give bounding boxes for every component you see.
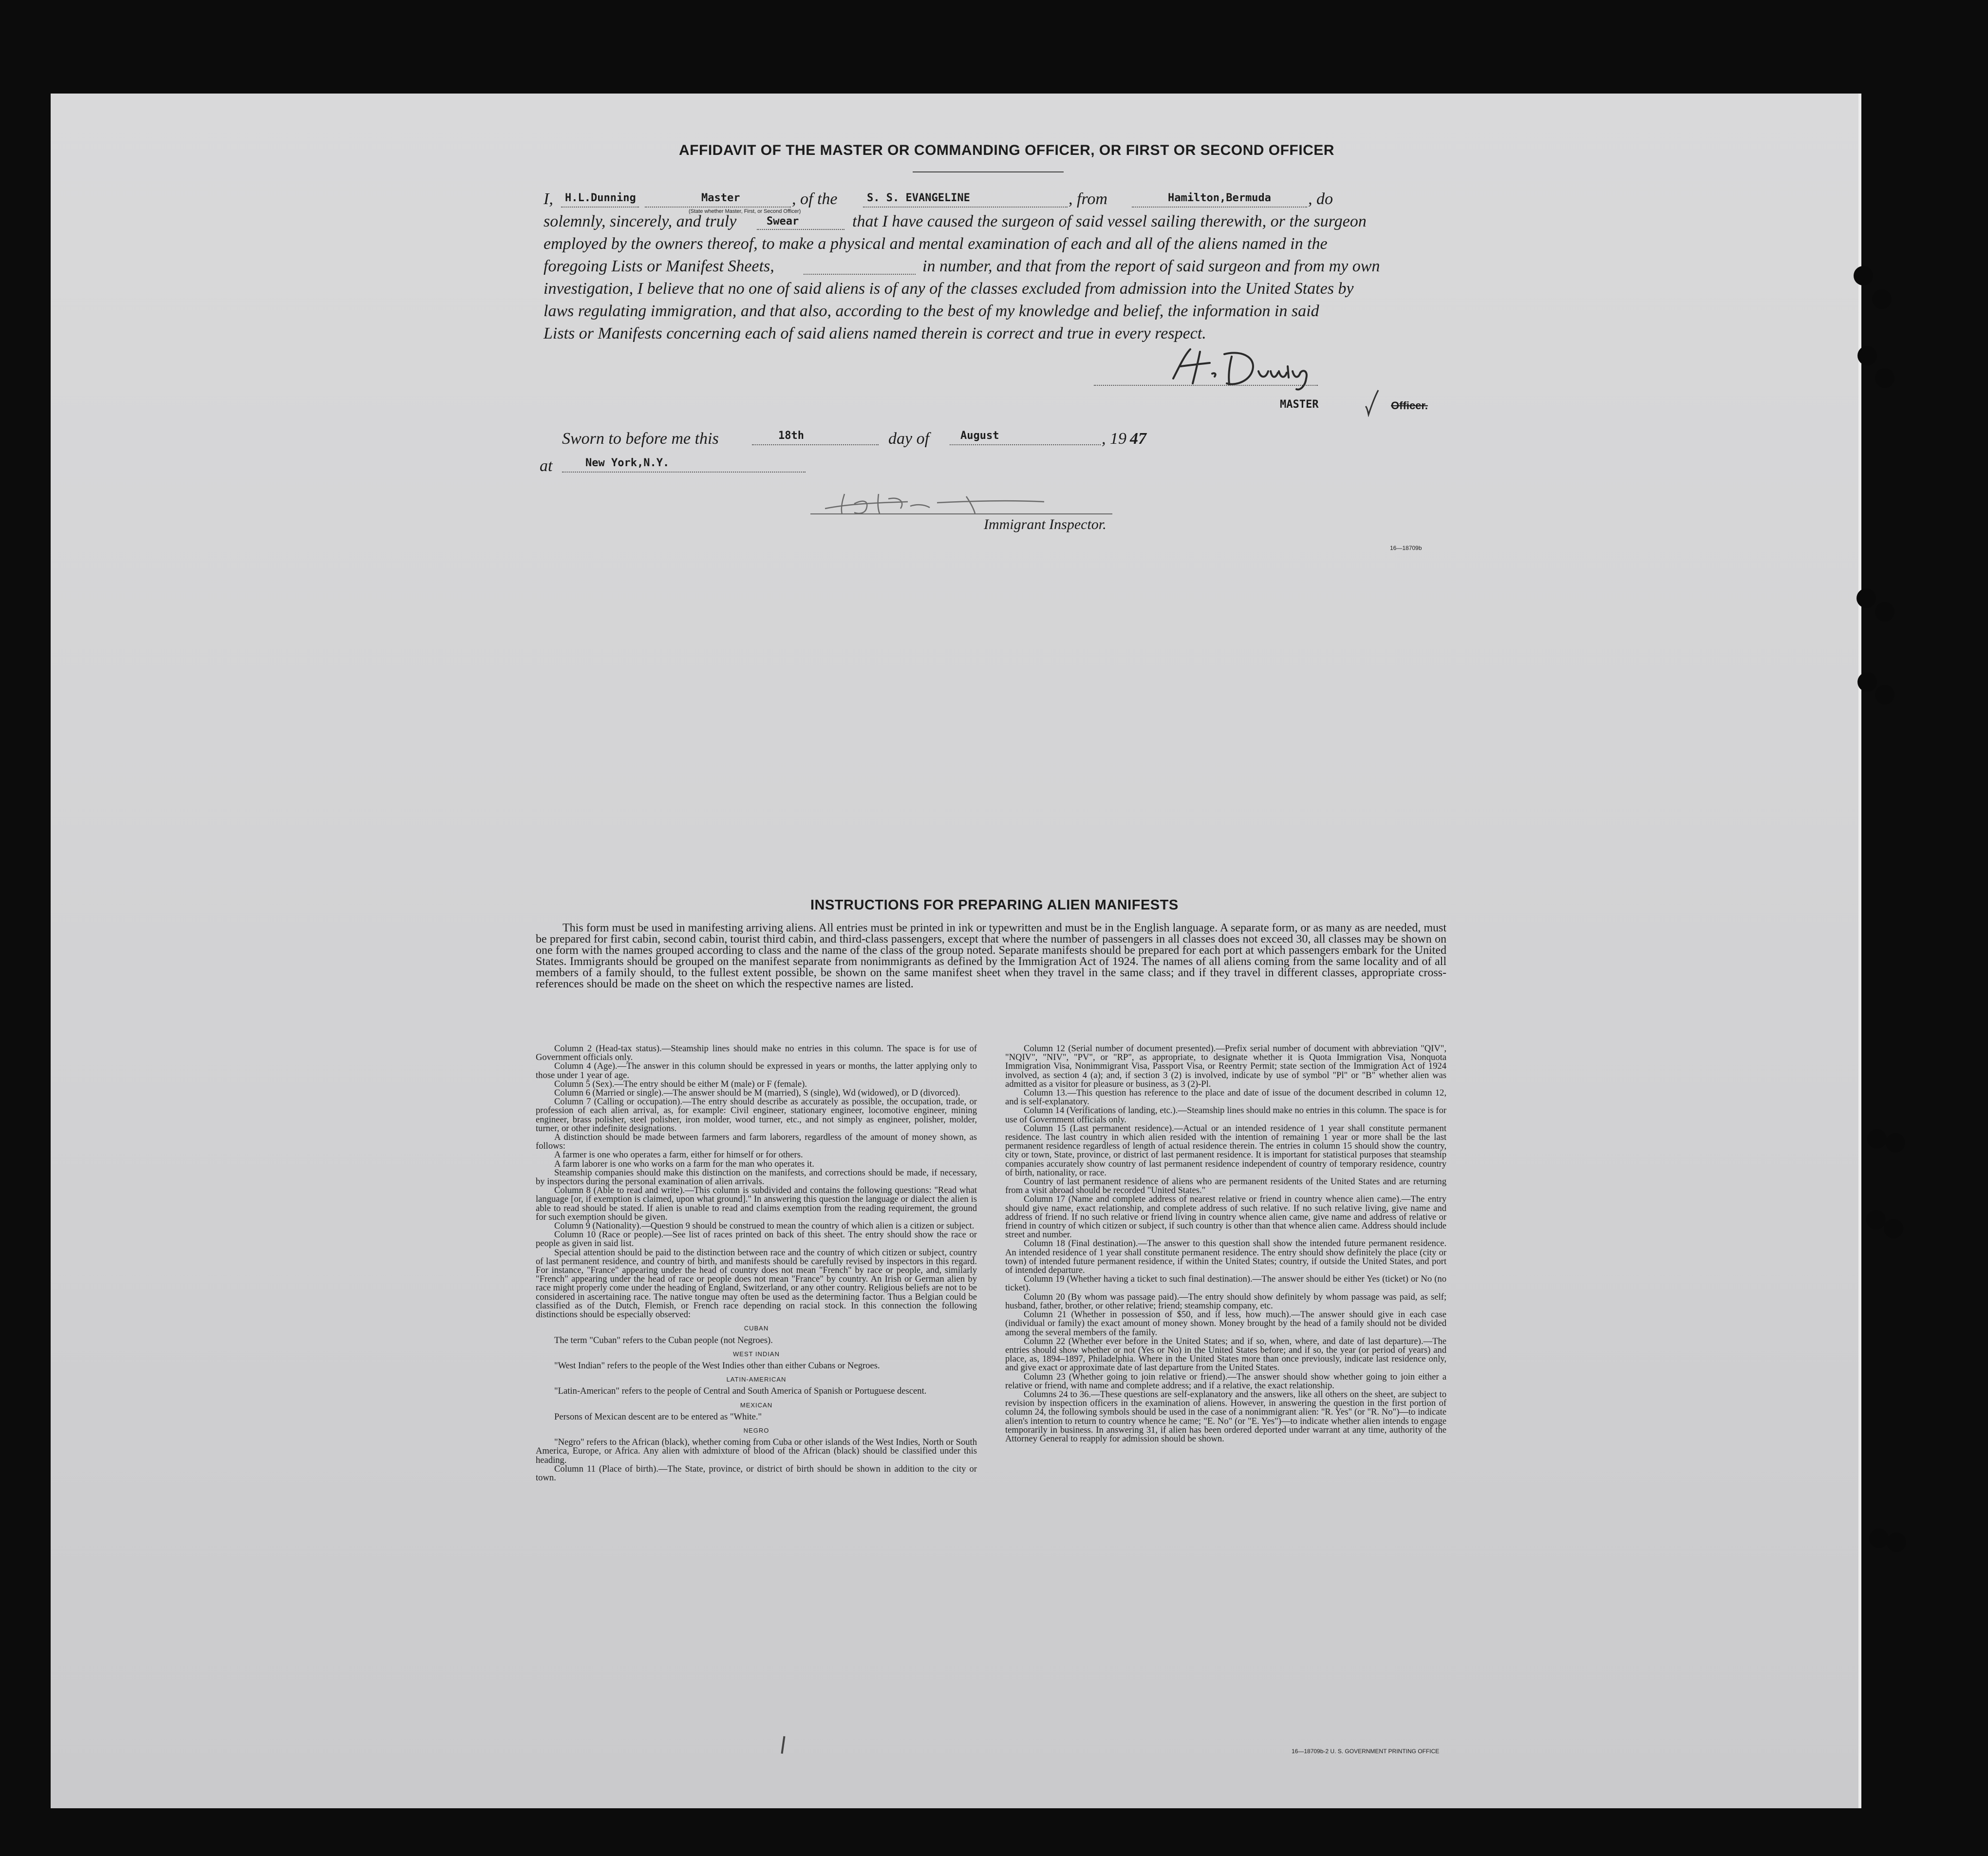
right-paragraph: Column 19 (Whether having a ticket to such final destination).—The answer should be either Yes (ticket) or No (no ticket). bbox=[1005, 1274, 1446, 1293]
line5-text: investigation, I believe that no one of said aliens is of any of the classes excluded from admission into the United States by bbox=[544, 280, 1354, 298]
line7-text: Lists or Manifests concerning each of said aliens named therein is correct and true in every respect. bbox=[544, 324, 1206, 342]
right-paragraph: Column 15 (Last permanent residence).—Actual or an intended residence of 1 year shall constitute permanent residence. The last country in which alien resided with the intention of remaining 1 year or more shall be the last permanent residence regardless of length of actual residence therein. The entries in column 15 should show the country, city or town, State, province, or district of last permanent residence. It is important for statistical purposes that steamship companies accurately show country of last permanent residence independent of country of temporary residence, country of birth, nationality, or race. bbox=[1005, 1123, 1446, 1178]
left-paragraph: Column 6 (Married or single).—The answer should be M (married), S (single), Wd (widowed), or D (divorced). bbox=[554, 1088, 960, 1098]
rank-caption: (State whether Master, First, or Second Officer) bbox=[689, 208, 801, 214]
from-text: , from bbox=[1069, 190, 1107, 208]
line4b-text: in number, and that from the report of said surgeon and from my own bbox=[922, 257, 1380, 275]
master-name: H.L.Dunning bbox=[565, 192, 636, 204]
line2-text: that I have caused the surgeon of said vessel sailing therewith, or the surgeon bbox=[852, 212, 1367, 230]
line6-text: laws regulating immigration, and that also, according to the best of my knowledge and belief, the information in said bbox=[544, 302, 1319, 320]
signature-rank: MASTER bbox=[1280, 398, 1319, 411]
sworn-prefix: Sworn to before me this bbox=[562, 430, 719, 448]
punch-hole bbox=[1867, 1129, 1887, 1149]
port-line bbox=[1132, 207, 1307, 208]
right-paragraph: Column 12 (Serial number of document presented).—Prefix serial number of document with abbreviation "QIV", "NQIV", "NIV", "PV", or "RP", as appropriate, to designate whether it is Quota Immigration Visa, Nonquota Immigration Visa, Nonimmigrant Visa, Passport Visa, or Reentry Permit; state section of the Immigration Act of 1924 involved, as section 4 (a); and, if section 3 (2) is involved, indicate by use of symbol "Pl" or "B" whether alien was admitted as a visitor for pleasure or business, as 3 (2)-Pl. bbox=[1005, 1043, 1446, 1089]
right-paragraph: Column 13.—This question has reference to the place and date of issue of the document described in column 12, and is self-explanatory. bbox=[1005, 1088, 1446, 1107]
stray-mark bbox=[781, 1736, 786, 1754]
year-prefix: , 19 bbox=[1102, 430, 1126, 448]
punch-hole bbox=[1875, 685, 1894, 704]
left-paragraph: Column 9 (Nationality).—Question 9 should be construed to mean the country of which alien is a citizen or subject. bbox=[554, 1221, 975, 1231]
form-number: 16—18709b bbox=[1390, 545, 1422, 551]
affidavit-title: AFFIDAVIT OF THE MASTER OR COMMANDING OFFICER, OR FIRST OR SECOND OFFICER bbox=[679, 142, 1334, 158]
manifest-back-page bbox=[51, 94, 1861, 1808]
left-paragraph: A distinction should be made between farmers and farm laborers, regardless of the amount of money shown, as follows: bbox=[536, 1132, 977, 1152]
title-rule bbox=[913, 171, 1064, 172]
punch-hole bbox=[1869, 1529, 1889, 1548]
instructions-title: INSTRUCTIONS FOR PREPARING ALIEN MANIFESTS bbox=[810, 897, 1179, 913]
number-line bbox=[804, 274, 916, 275]
solemnly-text: solemnly, sincerely, and truly bbox=[544, 212, 737, 230]
punch-hole bbox=[1875, 602, 1894, 622]
right-paragraph: Columns 24 to 36.—These questions are self-explanatory and the answers, like all others on the sheet, are subject to revision by inspection officers in the examination of aliens. However, in answering the question in the first portion of column 24, the following symbols should be used in the case of a nonimmigrant alien: "R. Yes" (or "R. No")—to indicate alien's intention to return to country whence he came; "E. No" (or "E. Yes")—to indicate whether alien intends to engage temporarily in business. In answering 31, if alien has been ordered deported under warrant at any time, authority of the Attorney General to reapply for admission should be shown. bbox=[1005, 1389, 1446, 1444]
vessel-line bbox=[863, 207, 1068, 208]
punch-hole bbox=[1886, 1133, 1905, 1153]
right-paragraph: Country of last permanent residence of aliens who are permanent residents of the United States and are returning from a visit abroad should be recorded "United States." bbox=[1005, 1176, 1446, 1196]
rank-line bbox=[645, 207, 791, 208]
right-paragraph: Column 21 (Whether in possession of $50, and if less, how much).—The answer should give in each case (individual or family) the exact amount of money shown. Money brought by the head of a family should not be divided among the several members of the family. bbox=[1005, 1309, 1446, 1338]
right-paragraph: Column 20 (By whom was passage paid).—The entry should show definitely by whom passage was paid, as self; husband, father, brother, or other relative; friend; steamship company, etc. bbox=[1005, 1291, 1446, 1311]
check-mark bbox=[1364, 388, 1383, 417]
vessel-name: S. S. EVANGELINE bbox=[867, 192, 970, 204]
do-text: , do bbox=[1308, 190, 1333, 208]
at-text: at bbox=[540, 457, 553, 475]
punch-hole bbox=[1884, 1219, 1903, 1238]
race-heading: LATIN-AMERICAN bbox=[726, 1376, 787, 1383]
inspector-line bbox=[810, 513, 1112, 514]
right-paragraph: Column 22 (Whether ever before in the United States; and if so, when, where, and date of last departure).—The entries should show whether or not (Yes or No) in the United States before; and if so, the year (or period of years) and place, as, 1894–1897, Philadelphia. Where in the United States more than once previously, indicate last residence only, and give exact or approximate date of last departure from the United States. bbox=[1005, 1336, 1446, 1373]
instructions-left-column bbox=[536, 1044, 977, 1482]
race-heading: MEXICAN bbox=[740, 1401, 773, 1409]
signature-officer: Officer. bbox=[1391, 399, 1428, 412]
month-line bbox=[950, 444, 1101, 445]
left-paragraph: A farmer is one who operates a farm, either for himself or for others. bbox=[554, 1150, 803, 1160]
name-line bbox=[561, 207, 639, 208]
left-paragraph: Column 4 (Age).—The answer in this column should be expressed in years or months, the latter applying only to those under 1 year of age. bbox=[536, 1061, 977, 1080]
race-heading: CUBAN bbox=[744, 1325, 769, 1332]
right-paragraph: Column 17 (Name and complete address of nearest relative or friend in country whence alien came).—The entry should give name, exact relationship, and complete address of such relative. If no such relative living, give name and address of friend. If no such relative or friend living in country whence alien came, give name and address of relative or friend in country of which citizen or subject, if such country is other than that whence alien came. Address should include street and number. bbox=[1005, 1194, 1446, 1240]
punch-hole bbox=[1857, 672, 1877, 692]
right-paragraph: Column 14 (Verifications of landing, etc.).—Steamship lines should make no entries in this column. The space is for use of Government officials only. bbox=[1005, 1105, 1446, 1125]
punch-hole bbox=[1857, 588, 1876, 608]
race-text: "Negro" refers to the African (black), whether coming from Cuba or other islands of the West Indies, North or South America, Europe, or Africa. Any alien with admixture of blood of the African (black) should be classified under this heading. bbox=[536, 1437, 977, 1465]
race-heading: NEGRO bbox=[743, 1426, 769, 1434]
race-text: The term "Cuban" refers to the Cuban people (not Negroes). bbox=[554, 1335, 773, 1345]
master-signature bbox=[1166, 344, 1327, 393]
punch-hole bbox=[1866, 1210, 1886, 1230]
oath-line bbox=[757, 229, 844, 230]
day-line bbox=[752, 444, 879, 445]
left-paragraph: Column 7 (Calling or occupation).—The entry should describe as accurately as possible, the occupation, trade, or profession of each alien arrival, as, for example: Civil engineer, stationary engineer, locomotive engineer, mining engineer, brass polisher, steel polisher, iron molder, wood turner, etc., and not simply as engineer, polisher, molder, turner, or other indefinite designations. bbox=[536, 1097, 977, 1134]
left-paragraph: Column 10 (Race or people).—See list of races printed on back of this sheet. The entry should show the race or people as given in said list. bbox=[536, 1230, 977, 1249]
instructions-right-column bbox=[1005, 1044, 1446, 1443]
left-paragraph: Steamship companies should make this distinction on the manifests, and corrections should be made, if necessary, by inspectors during the personal examination of alien arrivals. bbox=[536, 1167, 977, 1187]
race-heading: WEST INDIAN bbox=[733, 1350, 780, 1358]
affidavit-i: I, bbox=[544, 190, 553, 208]
of-the-text: , of the bbox=[792, 190, 838, 208]
left-paragraph: Column 2 (Head-tax status).—Steamship lines should make no entries in this column. The space is for use of Government officials only. bbox=[536, 1043, 977, 1063]
sworn-place: New York,N.Y. bbox=[585, 457, 670, 469]
line3-text: employed by the owners thereof, to make a physical and mental examination of each and all of the aliens named in the bbox=[544, 235, 1328, 253]
punch-hole bbox=[1872, 289, 1892, 309]
left-paragraph: Column 8 (Able to read and write).—This column is subdivided and contains the following questions: "Read what language [or, if exemption is claimed, upon what ground]." In answering this question the language or dialect the alien is able to read should be stated. If alien is unable to read and claims exemption from the reading requirement, the ground for such exemption should be given. bbox=[536, 1185, 977, 1222]
year-suffix: 47 bbox=[1130, 430, 1146, 448]
master-rank: Master bbox=[701, 192, 740, 204]
left-paragraph: Special attention should be paid to the distinction between race and the country of which citizen or subject, country of last permanent residence, and country of birth, and manifests should be carefully revised by inspectors in this regard. For instance, "France" appearing under the head of country does not mean "French" by race or people, and, similarly "French" appearing under the head of race or people does not mean "France" by country. An Irish or German alien by race might properly come under the heading of England, Switzerland, or any other country. Religious beliefs are not to be considered in ascertaining race. The native tongue may often be used as the determining factor. Thus a Belgian could be classified as of the Dutch, Flemish, or French race depending on racial stock. In this connection the following distinctions should be especially observed: bbox=[536, 1247, 977, 1320]
punch-hole bbox=[1887, 1533, 1906, 1552]
punch-hole bbox=[1857, 346, 1877, 365]
race-text: "Latin-American" refers to the people of Central and South America of Spanish or Portuguese descent. bbox=[554, 1386, 927, 1397]
left-paragraph: Column 5 (Sex).—The entry should be either M (male) or F (female). bbox=[554, 1079, 807, 1089]
sworn-month: August bbox=[960, 430, 999, 442]
printing-footer: 16—18709b-2 U. S. GOVERNMENT PRINTING OFFICE bbox=[1292, 1748, 1440, 1755]
race-text: Persons of Mexican descent are to be entered as "White." bbox=[554, 1411, 762, 1422]
place-line bbox=[562, 472, 806, 473]
departure-port: Hamilton,Bermuda bbox=[1168, 192, 1271, 204]
right-paragraph: Column 18 (Final destination).—The answer to this question shall show the intended future permanent residence. An intended residence of 1 year shall constitute permanent residence. The entry should show definitely the place (city or town) of intended future permanent residence, if within the United States; country, if outside the United States, and port of intended departure. bbox=[1005, 1238, 1446, 1276]
race-text: "West Indian" refers to the people of the West Indies other than either Cubans or Negroes. bbox=[554, 1360, 880, 1371]
day-of-text: day of bbox=[888, 430, 930, 448]
punch-hole bbox=[1854, 266, 1873, 285]
line4a-text: foregoing Lists or Manifest Sheets, bbox=[544, 257, 774, 275]
oath-word: Swear bbox=[767, 215, 799, 227]
right-paragraph: Column 23 (Whether going to join relative or friend).—The answer should show whether going to join either a relative or friend, with name and complete address; and if a relative, the exact relationship. bbox=[1005, 1371, 1446, 1391]
punch-hole bbox=[1875, 368, 1894, 388]
inspector-caption: Immigrant Inspector. bbox=[984, 516, 1107, 532]
sworn-day: 18th bbox=[778, 430, 804, 442]
left-paragraph: Column 11 (Place of birth).—The State, province, or district of birth should be shown in addition to the city or town. bbox=[536, 1463, 977, 1483]
instructions-intro: This form must be used in manifesting arriving aliens. All entries must be printed in ink or typewritten and must be in the English language. A separate form, or as many as are needed, must be prepared for first cabin, second cabin, tourist third cabin, and third-class passengers, except that where the number of passengers in all classes does not exceed 30, all classes may be shown on one form with the names grouped according to class and the name of the class of the group noted. Separate manifests should be prepared for each port at which passengers embark for the United States. Immigrants should be grouped on the manifest separate from nonimmigrants as defined by the Immigration Act of 1924. The names of all aliens coming from the same locality and of all members of a family should, to the fullest extent possible, be shown on the same manifest sheet when they travel in the same class; and if they travel in different classes, appropriate cross-references should be made on the sheet on which the respective names are listed. bbox=[536, 922, 1446, 990]
left-paragraph: A farm laborer is one who works on a farm for the man who operates it. bbox=[554, 1158, 814, 1169]
